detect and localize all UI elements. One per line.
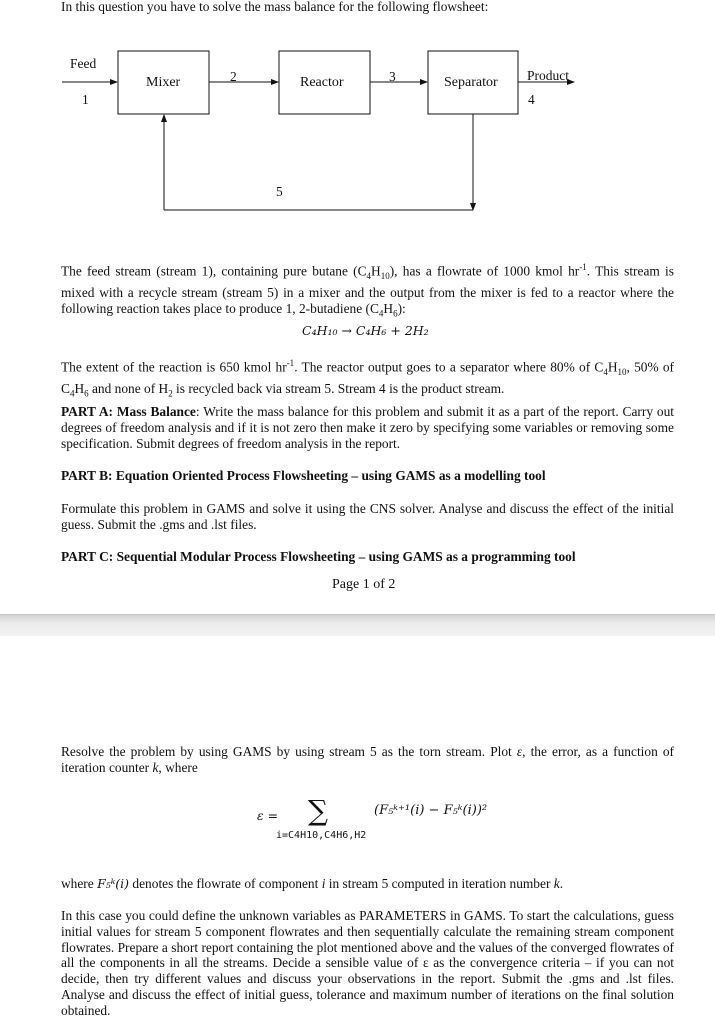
stream-1-label: 1 (82, 92, 89, 107)
reaction-equation: C₄H₁₀ → C₄H₆ + 2H₂ (302, 323, 429, 338)
part-a-title: PART A: Mass Balance (61, 404, 196, 419)
flowrate-definition: where F₅ᵏ(i) denotes the flowrate of component i in stream 5 computed in iteration number k. (61, 876, 564, 891)
part-a: PART A: Mass Balance: Write the mass balance for this problem and submit it as a part of the report. Carry out degrees of freedom analysis and if it is not zero then make it zero by specifying some variables or removing some specification. Submit degrees of freedom analysis in the report. (61, 404, 675, 451)
product-label: Product (527, 68, 569, 83)
page-separator (0, 614, 715, 637)
sum-index: i=C4H10,C4H6,H2 (276, 830, 367, 841)
stream-3-label: 3 (389, 69, 396, 84)
part-b-title: PART B: Equation Oriented Process Flowsheeting – using GAMS as a modelling tool (61, 468, 546, 483)
intro-text: In this question you have to solve the mass balance for the following flowsheet: (61, 0, 489, 14)
feed-label: Feed (70, 56, 97, 71)
flowsheet-diagram (0, 0, 715, 230)
sum-symbol: ∑ (308, 794, 328, 827)
separator-label: Separator (444, 75, 498, 90)
part-c-title: PART C: Sequential Modular Process Flowsheeting – using GAMS as a programming tool (61, 549, 576, 564)
reactor-label: Reactor (300, 75, 344, 90)
feed-description: The feed stream (stream 1), containing pure butane $(C_4H_{10})$, has a flowrate of 1000 kmol $hr^{-1}$. This stream is mixed with a recycle stream (stream 5) in a mixer and the output from the mixer is fed to a reactor where the following reaction takes place to produce 1, 2-butadiene $(C_4H_6)$: (61, 262, 674, 319)
error-term: (F₅ᵏ⁺¹(i) − F₅ᵏ(i))² (374, 803, 488, 818)
part-b-text: Formulate this problem in GAMS and solve it using the CNS solver. Analyse and discuss the effect of the initial guess. Submit the .gms and .lst files. (61, 501, 674, 532)
mixer-label: Mixer (146, 75, 181, 90)
stream-2-label: 2 (230, 69, 237, 84)
stream-4-label: 4 (528, 92, 535, 107)
epsilon-lhs: ε = (257, 808, 279, 823)
page-number: Page 1 of 2 (332, 577, 396, 592)
torn-stream-paragraph: Resolve the problem by using GAMS by using stream 5 as the torn stream. Plot ε, the error, as a function of iteration counter k, where (61, 744, 674, 775)
stream-5-label: 5 (276, 184, 283, 199)
reaction-description: The extent of the reaction is 650 kmol $hr^{-1}$. The reactor output goes to a separator where 80% of $C_4H_{10}$, 50% of $C_4H_6$ and none of $H_2$ is recycled back via stream 5. Stream 4 is the product stream. (61, 358, 675, 399)
instructions-paragraph: In this case you could define the unknown variables as PARAMETERS in GAMS. To start the calculations, guess initial values for stream 5 component flowrates and then sequentially calculate the remaining stream component flowrates. Prepare a short report containing the plot mentioned above and the values of the converged flowrates of all the components in all the streams. Decide a sensible value of ε as the convergence criteria – if you can not decide, then try different values and discuss your observations in the report. Submit the .gms and .lst files. Analyse and discuss the effect of initial guess, tolerance and maximum number of iterations on the final solution obtained. (61, 908, 674, 1018)
